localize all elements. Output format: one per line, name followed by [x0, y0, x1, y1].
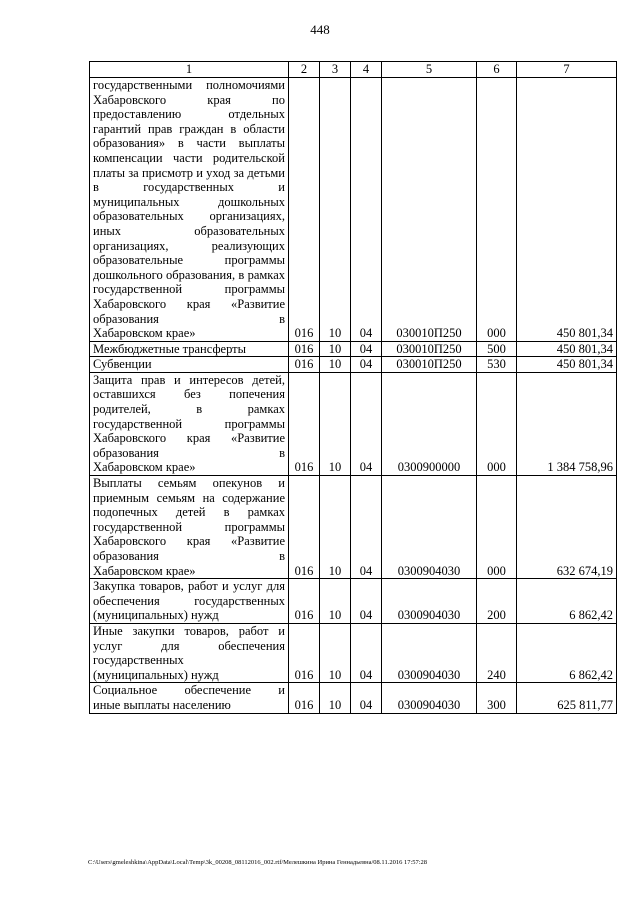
- table-row: [90, 683, 617, 713]
- ministry-code-cell: 016: [289, 372, 320, 475]
- target-article-code-cell: 0300900000: [382, 372, 477, 475]
- table-row: [90, 78, 617, 342]
- header-cell: 3: [320, 62, 351, 78]
- ministry-code-cell: 016: [289, 357, 320, 373]
- header-cell: 6: [477, 62, 517, 78]
- subsection-code-cell: 04: [351, 341, 382, 357]
- header-cell: 7: [517, 62, 617, 78]
- row-description: [90, 357, 289, 373]
- amount-cell: 625 811,77: [517, 683, 617, 713]
- row-description-last-line: (муниципальных) нужд: [93, 667, 219, 682]
- row-description-text: Иные закупки товаров, работ и услуг для обеспечения государственных: [93, 623, 285, 668]
- table-row: [90, 357, 617, 373]
- section-code-cell: 10: [320, 476, 351, 579]
- row-description-last-line: Хабаровском крае»: [93, 460, 196, 475]
- section-code-cell: 10: [320, 357, 351, 373]
- header-cell: 1: [90, 62, 289, 78]
- budget-table: [89, 61, 617, 714]
- header-cell: 2: [289, 62, 320, 78]
- amount-cell: 450 801,34: [517, 357, 617, 373]
- section-code-cell: 10: [320, 579, 351, 624]
- ministry-code-cell: 016: [289, 683, 320, 713]
- header-cell: 4: [351, 62, 382, 78]
- amount-cell: 1 384 758,96: [517, 372, 617, 475]
- expense-type-code-cell: 300: [477, 683, 517, 713]
- file-path-footer: C:\Users\gmeleshkina\AppData\Local\Temp\3k_00208_08112016_002.rtf/Мелешкина Ирина Геннадьевна/08.11.2016 17:57:28: [88, 859, 428, 866]
- row-description: [90, 341, 289, 357]
- expense-type-code-cell: 200: [477, 579, 517, 624]
- row-description-last-line: (муниципальных) нужд: [93, 608, 219, 623]
- target-article-code-cell: 0300904030: [382, 579, 477, 624]
- subsection-code-cell: 04: [351, 579, 382, 624]
- subsection-code-cell: 04: [351, 357, 382, 373]
- subsection-code-cell: 04: [351, 78, 382, 342]
- section-code-cell: 10: [320, 341, 351, 357]
- amount-cell: 6 862,42: [517, 623, 617, 682]
- target-article-code-cell: 0300904030: [382, 683, 477, 713]
- ministry-code-cell: 016: [289, 623, 320, 682]
- row-description-text: Защита прав и интересов детей, оставшихся без попечения родителей, в рамках государственной программы Хабаровского края «Развитие образования в: [93, 372, 285, 460]
- row-description-text: государственными полномочиями Хабаровского края по предоставлению отдельных гарантий прав граждан в области образования» в части выплаты компенсации части родительской платы за присмотр и уход за детьми в государственных и муниципальных дошкольных образовательных организациях, иных образовательных организациях, реализующих образовательные программы дошкольного образования, в рамках государственной программы Хабаровского края «Развитие образования в: [93, 78, 285, 326]
- target-article-code-cell: 0300904030: [382, 623, 477, 682]
- row-description-last-line: иные выплаты населению: [93, 697, 231, 712]
- expense-type-code-cell: 000: [477, 372, 517, 475]
- table-row: [90, 623, 617, 682]
- subsection-code-cell: 04: [351, 476, 382, 579]
- row-description: [90, 623, 289, 682]
- amount-cell: 450 801,34: [517, 78, 617, 342]
- row-description-text: Закупка товаров, работ и услуг для обеспечения государственных: [93, 579, 285, 608]
- row-description: [90, 476, 289, 579]
- header-cell: 5: [382, 62, 477, 78]
- page-number: 448: [310, 22, 330, 37]
- table-header-row: [90, 62, 617, 78]
- expense-type-code-cell: 530: [477, 357, 517, 373]
- expense-type-code-cell: 000: [477, 476, 517, 579]
- row-description-last-line: Хабаровском крае»: [93, 326, 196, 341]
- section-code-cell: 10: [320, 623, 351, 682]
- row-description-text: Социальное обеспечение и: [93, 683, 285, 698]
- amount-cell: 6 862,42: [517, 579, 617, 624]
- table-row: [90, 476, 617, 579]
- section-code-cell: 10: [320, 683, 351, 713]
- row-description: [90, 78, 289, 342]
- expense-type-code-cell: 500: [477, 341, 517, 357]
- target-article-code-cell: 030010П250: [382, 78, 477, 342]
- row-description: [90, 579, 289, 624]
- subsection-code-cell: 04: [351, 683, 382, 713]
- ministry-code-cell: 016: [289, 579, 320, 624]
- ministry-code-cell: 016: [289, 476, 320, 579]
- amount-cell: 450 801,34: [517, 341, 617, 357]
- expense-type-code-cell: 240: [477, 623, 517, 682]
- target-article-code-cell: 0300904030: [382, 476, 477, 579]
- subsection-code-cell: 04: [351, 372, 382, 475]
- table-row: [90, 372, 617, 475]
- section-code-cell: 10: [320, 78, 351, 342]
- ministry-code-cell: 016: [289, 78, 320, 342]
- ministry-code-cell: 016: [289, 341, 320, 357]
- row-description-last-line: Межбюджетные трансферты: [93, 341, 247, 356]
- row-description-text: Выплаты семьям опекунов и приемным семьям на содержание подопечных детей в рамках государственной программы Хабаровского края «Развитие образования в: [93, 476, 285, 563]
- row-description-last-line: Хабаровском крае»: [93, 563, 196, 578]
- amount-cell: 632 674,19: [517, 476, 617, 579]
- table-row: [90, 341, 617, 357]
- table-row: [90, 579, 617, 624]
- row-description: [90, 683, 289, 713]
- row-description-last-line: Субвенции: [93, 357, 152, 372]
- subsection-code-cell: 04: [351, 623, 382, 682]
- target-article-code-cell: 030010П250: [382, 341, 477, 357]
- target-article-code-cell: 030010П250: [382, 357, 477, 373]
- expense-type-code-cell: 000: [477, 78, 517, 342]
- row-description: [90, 372, 289, 475]
- section-code-cell: 10: [320, 372, 351, 475]
